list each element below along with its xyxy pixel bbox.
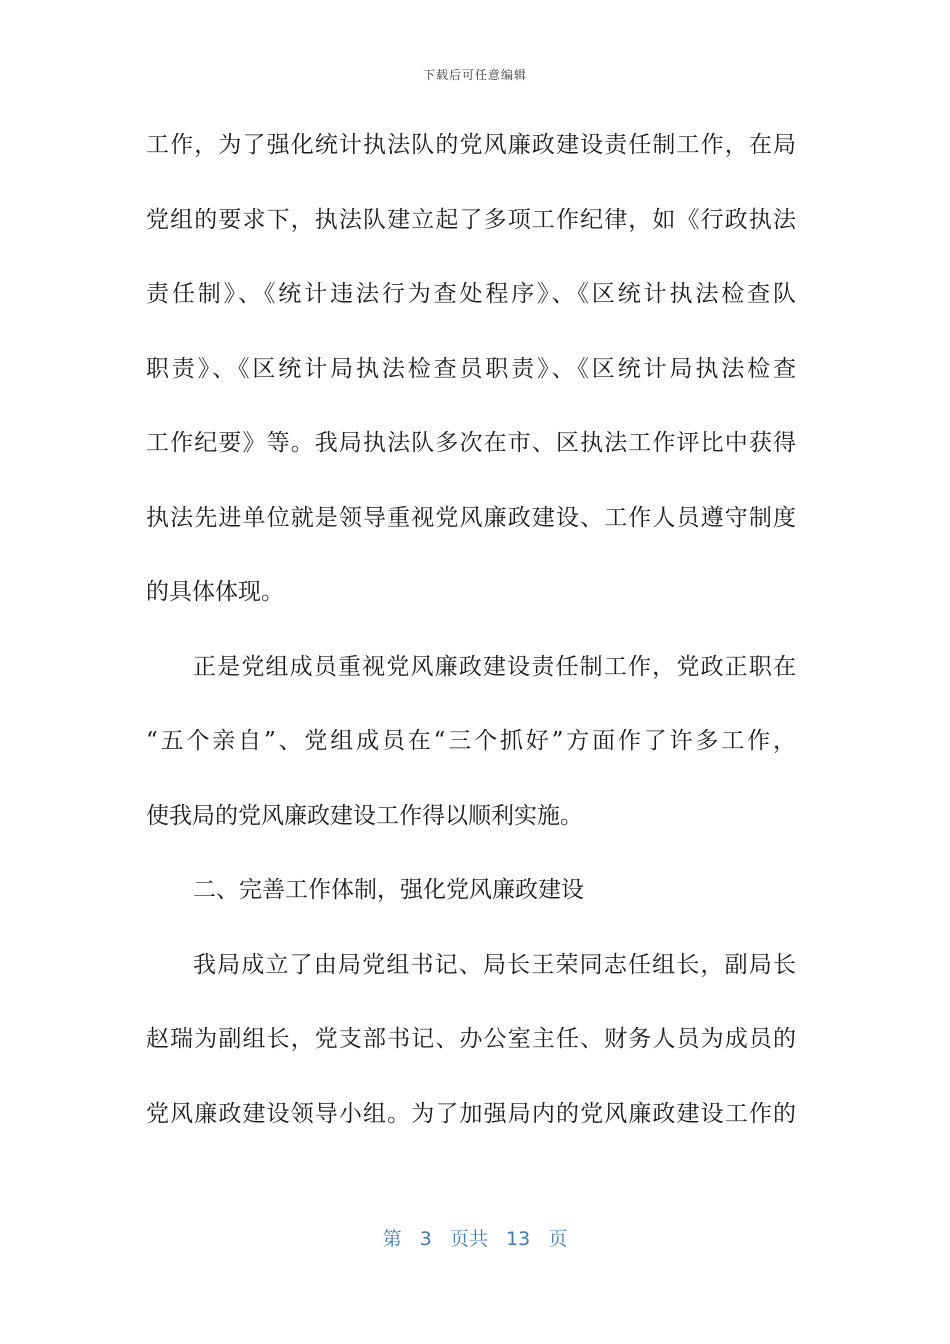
paragraph-3-line-2: 赵瑞为副组长，党支部书记、办公室主任、财务人员为成员的 — [146, 1026, 796, 1052]
page-mid: 页共 — [449, 1228, 488, 1250]
paragraph-3-line-3: 党风廉政建设领导小组。为了加强局内的党风廉政建设工作的 — [146, 1100, 796, 1127]
paragraph-2-line-3: 使我局的党风廉政建设工作得以顺利实施。 — [146, 802, 583, 829]
current-page-number: 3 — [419, 1228, 432, 1250]
paragraph-1-line-1: 工作，为了强化统计执法队的党风廉政建设责任制工作，在局 — [146, 132, 796, 158]
section-heading: 二、完善工作体制，强化党风廉政建设 — [193, 877, 584, 903]
header-note: 下载后可任意编辑 — [422, 68, 527, 82]
paragraph-1-line-3: 责任制》、《统计违法行为查处程序》、《区统计执法检查队 — [146, 281, 796, 307]
paragraph-1-line-5: 工作纪要》等。我局执法队多次在市、区执法工作评比中获得 — [146, 430, 796, 456]
document-body — [146, 124, 796, 1167]
page-prefix: 第 — [382, 1228, 402, 1250]
paragraph-3-line-1: 我局成立了由局党组书记、局长王荣同志任组长，副局长 — [193, 951, 796, 978]
paragraph-1-line-4: 职责》、《区统计局执法检查员职责》、《区统计局执法检查 — [146, 355, 796, 382]
total-pages-number: 13 — [506, 1228, 531, 1250]
paragraph-1-line-6: 执法先进单位就是领导重视党风廉政建设、工作人员遵守制度 — [146, 504, 796, 531]
paragraph-2-line-2: “五个亲自”、党组成员在“三个抓好”方面作了许多工作， — [146, 728, 796, 754]
page-footer — [0, 1224, 950, 1251]
page-suffix: 页 — [548, 1228, 568, 1250]
paragraph-1-line-7: 的具体体现。 — [146, 579, 284, 605]
paragraph-2-line-1: 正是党组成员重视党风廉政建设责任制工作，党政正职在 — [193, 653, 796, 680]
paragraph-1-line-2: 党组的要求下，执法队建立起了多项工作纪律，如《行政执法 — [146, 206, 796, 233]
